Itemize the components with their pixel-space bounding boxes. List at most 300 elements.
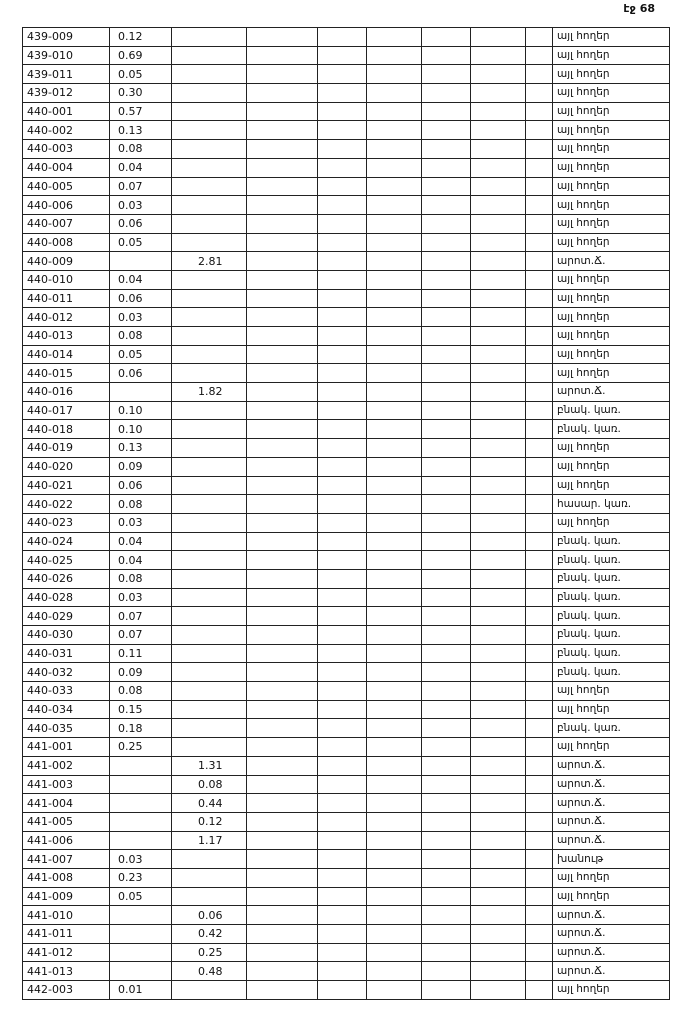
land-type-cell: բնակ. կառ. xyxy=(553,551,670,570)
empty-cell xyxy=(318,439,367,458)
empty-cell xyxy=(367,327,422,346)
parcel-code-cell: 441-007 xyxy=(23,850,110,869)
empty-cell xyxy=(318,158,367,177)
land-type-cell: արոտ.Ճ. xyxy=(553,756,670,775)
land-type-cell: բնակ. կառ. xyxy=(553,719,670,738)
empty-cell xyxy=(422,102,471,121)
parcel-code-cell: 440-018 xyxy=(23,420,110,439)
empty-cell xyxy=(471,831,526,850)
pasture-area-cell: 0.44 xyxy=(172,794,247,813)
empty-cell xyxy=(526,289,553,308)
parcel-code-cell: 440-016 xyxy=(23,383,110,402)
empty-cell xyxy=(526,738,553,757)
empty-cell xyxy=(367,158,422,177)
empty-cell xyxy=(367,84,422,103)
table-row xyxy=(23,644,670,663)
empty-cell xyxy=(367,196,422,215)
land-type-cell: այլ հողեր xyxy=(553,233,670,252)
empty-cell xyxy=(318,214,367,233)
empty-cell xyxy=(526,868,553,887)
empty-cell xyxy=(318,738,367,757)
pasture-area-cell xyxy=(172,270,247,289)
empty-cell xyxy=(247,158,318,177)
empty-cell xyxy=(471,401,526,420)
pasture-area-cell xyxy=(172,140,247,159)
parcel-code-cell: 440-034 xyxy=(23,700,110,719)
empty-cell xyxy=(471,551,526,570)
empty-cell xyxy=(526,233,553,252)
parcel-code-cell: 441-012 xyxy=(23,943,110,962)
empty-cell xyxy=(526,476,553,495)
area-cell xyxy=(110,831,172,850)
land-type-cell: այլ հողեր xyxy=(553,700,670,719)
empty-cell xyxy=(367,420,422,439)
empty-cell xyxy=(422,28,471,47)
pasture-area-cell xyxy=(172,65,247,84)
empty-cell xyxy=(422,644,471,663)
land-type-cell: այլ հողեր xyxy=(553,140,670,159)
land-type-cell: հասար. կառ. xyxy=(553,495,670,514)
empty-cell xyxy=(367,831,422,850)
land-type-cell: այլ հողեր xyxy=(553,214,670,233)
area-cell: 0.03 xyxy=(110,308,172,327)
area-cell: 0.12 xyxy=(110,28,172,47)
land-type-cell: այլ հողեր xyxy=(553,196,670,215)
empty-cell xyxy=(526,102,553,121)
land-type-cell: այլ հողեր xyxy=(553,308,670,327)
empty-cell xyxy=(471,887,526,906)
area-cell: 0.08 xyxy=(110,327,172,346)
empty-cell xyxy=(526,140,553,159)
empty-cell xyxy=(247,28,318,47)
pasture-area-cell: 2.81 xyxy=(172,252,247,271)
table-row xyxy=(23,457,670,476)
area-cell: 0.07 xyxy=(110,626,172,645)
land-type-cell: բնակ. կառ. xyxy=(553,401,670,420)
empty-cell xyxy=(526,626,553,645)
area-cell: 0.15 xyxy=(110,700,172,719)
pasture-area-cell xyxy=(172,214,247,233)
pasture-area-cell xyxy=(172,644,247,663)
parcel-code-cell: 441-008 xyxy=(23,868,110,887)
empty-cell xyxy=(367,140,422,159)
empty-cell xyxy=(471,196,526,215)
table-row xyxy=(23,196,670,215)
table-row xyxy=(23,327,670,346)
empty-cell xyxy=(247,383,318,402)
area-cell: 0.06 xyxy=(110,476,172,495)
empty-cell xyxy=(471,177,526,196)
parcel-code-cell: 442-003 xyxy=(23,981,110,1000)
empty-cell xyxy=(471,383,526,402)
area-cell: 0.06 xyxy=(110,214,172,233)
land-type-cell: այլ հողեր xyxy=(553,177,670,196)
area-cell: 0.05 xyxy=(110,887,172,906)
empty-cell xyxy=(422,700,471,719)
empty-cell xyxy=(367,925,422,944)
empty-cell xyxy=(367,551,422,570)
land-type-cell: արոտ.Ճ. xyxy=(553,812,670,831)
empty-cell xyxy=(367,383,422,402)
area-cell: 0.69 xyxy=(110,46,172,65)
area-cell: 0.11 xyxy=(110,644,172,663)
parcel-code-cell: 440-004 xyxy=(23,158,110,177)
empty-cell xyxy=(247,812,318,831)
empty-cell xyxy=(247,308,318,327)
area-cell: 0.10 xyxy=(110,420,172,439)
empty-cell xyxy=(367,794,422,813)
area-cell xyxy=(110,906,172,925)
parcel-code-cell: 440-001 xyxy=(23,102,110,121)
empty-cell xyxy=(422,327,471,346)
empty-cell xyxy=(318,831,367,850)
empty-cell xyxy=(526,794,553,813)
empty-cell xyxy=(247,252,318,271)
empty-cell xyxy=(526,962,553,981)
land-type-cell: այլ հողեր xyxy=(553,65,670,84)
page-number: էջ 68 xyxy=(623,2,655,15)
pasture-area-cell xyxy=(172,700,247,719)
table-row xyxy=(23,626,670,645)
empty-cell xyxy=(422,626,471,645)
empty-cell xyxy=(422,457,471,476)
empty-cell xyxy=(247,233,318,252)
area-cell: 0.03 xyxy=(110,850,172,869)
area-cell: 0.08 xyxy=(110,569,172,588)
table-row xyxy=(23,868,670,887)
empty-cell xyxy=(471,682,526,701)
parcel-code-cell: 440-009 xyxy=(23,252,110,271)
empty-cell xyxy=(471,289,526,308)
empty-cell xyxy=(526,65,553,84)
empty-cell xyxy=(247,719,318,738)
area-cell: 0.30 xyxy=(110,84,172,103)
parcel-code-cell: 440-015 xyxy=(23,364,110,383)
table-row xyxy=(23,569,670,588)
empty-cell xyxy=(367,981,422,1000)
empty-cell xyxy=(318,84,367,103)
empty-cell xyxy=(422,65,471,84)
area-cell: 0.04 xyxy=(110,270,172,289)
table-row xyxy=(23,775,670,794)
table-row xyxy=(23,420,670,439)
parcel-code-cell: 440-007 xyxy=(23,214,110,233)
area-cell: 0.06 xyxy=(110,364,172,383)
land-type-cell: արոտ.Ճ. xyxy=(553,962,670,981)
empty-cell xyxy=(247,65,318,84)
area-cell: 0.01 xyxy=(110,981,172,1000)
table-row xyxy=(23,364,670,383)
table-row xyxy=(23,700,670,719)
empty-cell xyxy=(367,513,422,532)
land-type-cell: այլ հողեր xyxy=(553,289,670,308)
empty-cell xyxy=(471,439,526,458)
land-type-cell: այլ հողեր xyxy=(553,270,670,289)
table-row xyxy=(23,794,670,813)
table-row xyxy=(23,102,670,121)
pasture-area-cell xyxy=(172,719,247,738)
empty-cell xyxy=(526,308,553,327)
empty-cell xyxy=(318,513,367,532)
empty-cell xyxy=(471,626,526,645)
land-type-cell: արոտ.Ճ. xyxy=(553,794,670,813)
empty-cell xyxy=(318,383,367,402)
empty-cell xyxy=(526,831,553,850)
empty-cell xyxy=(471,65,526,84)
empty-cell xyxy=(367,308,422,327)
empty-cell xyxy=(318,588,367,607)
area-cell: 0.04 xyxy=(110,551,172,570)
empty-cell xyxy=(422,868,471,887)
empty-cell xyxy=(247,551,318,570)
area-cell xyxy=(110,812,172,831)
pasture-area-cell xyxy=(172,121,247,140)
empty-cell xyxy=(318,196,367,215)
table-row xyxy=(23,812,670,831)
empty-cell xyxy=(422,364,471,383)
empty-cell xyxy=(422,233,471,252)
table-row xyxy=(23,233,670,252)
empty-cell xyxy=(526,158,553,177)
parcel-code-cell: 440-028 xyxy=(23,588,110,607)
empty-cell xyxy=(247,682,318,701)
table-row xyxy=(23,962,670,981)
table-body xyxy=(23,28,670,1000)
empty-cell xyxy=(318,102,367,121)
empty-cell xyxy=(318,644,367,663)
empty-cell xyxy=(247,476,318,495)
empty-cell xyxy=(471,252,526,271)
empty-cell xyxy=(367,401,422,420)
empty-cell xyxy=(422,252,471,271)
empty-cell xyxy=(247,364,318,383)
empty-cell xyxy=(367,812,422,831)
empty-cell xyxy=(471,868,526,887)
pasture-area-cell xyxy=(172,588,247,607)
empty-cell xyxy=(471,158,526,177)
parcel-code-cell: 441-001 xyxy=(23,738,110,757)
table-row xyxy=(23,214,670,233)
empty-cell xyxy=(471,962,526,981)
empty-cell xyxy=(247,345,318,364)
empty-cell xyxy=(247,981,318,1000)
pasture-area-cell xyxy=(172,513,247,532)
empty-cell xyxy=(318,327,367,346)
area-cell: 0.08 xyxy=(110,140,172,159)
land-type-cell: արոտ.Ճ. xyxy=(553,383,670,402)
empty-cell xyxy=(247,644,318,663)
empty-cell xyxy=(526,850,553,869)
pasture-area-cell xyxy=(172,607,247,626)
empty-cell xyxy=(367,289,422,308)
pasture-area-cell xyxy=(172,457,247,476)
area-cell: 0.08 xyxy=(110,682,172,701)
pasture-area-cell xyxy=(172,289,247,308)
empty-cell xyxy=(471,925,526,944)
empty-cell xyxy=(367,364,422,383)
pasture-area-cell: 1.17 xyxy=(172,831,247,850)
pasture-area-cell: 1.31 xyxy=(172,756,247,775)
empty-cell xyxy=(367,532,422,551)
land-type-cell: այլ հողեր xyxy=(553,457,670,476)
pasture-area-cell: 0.48 xyxy=(172,962,247,981)
area-cell: 0.13 xyxy=(110,121,172,140)
empty-cell xyxy=(318,270,367,289)
pasture-area-cell xyxy=(172,345,247,364)
empty-cell xyxy=(367,233,422,252)
empty-cell xyxy=(526,812,553,831)
table-row xyxy=(23,981,670,1000)
empty-cell xyxy=(318,663,367,682)
empty-cell xyxy=(367,495,422,514)
area-cell: 0.04 xyxy=(110,158,172,177)
area-cell: 0.25 xyxy=(110,738,172,757)
empty-cell xyxy=(422,177,471,196)
table-row xyxy=(23,46,670,65)
empty-cell xyxy=(471,140,526,159)
pasture-area-cell: 0.42 xyxy=(172,925,247,944)
empty-cell xyxy=(367,439,422,458)
empty-cell xyxy=(526,121,553,140)
parcel-code-cell: 441-005 xyxy=(23,812,110,831)
parcel-code-cell: 441-011 xyxy=(23,925,110,944)
empty-cell xyxy=(471,457,526,476)
area-cell xyxy=(110,943,172,962)
empty-cell xyxy=(422,794,471,813)
empty-cell xyxy=(526,177,553,196)
empty-cell xyxy=(422,270,471,289)
area-cell: 0.03 xyxy=(110,196,172,215)
empty-cell xyxy=(318,121,367,140)
empty-cell xyxy=(471,607,526,626)
empty-cell xyxy=(247,420,318,439)
empty-cell xyxy=(422,140,471,159)
empty-cell xyxy=(367,719,422,738)
empty-cell xyxy=(367,663,422,682)
empty-cell xyxy=(526,270,553,289)
table-row xyxy=(23,65,670,84)
empty-cell xyxy=(247,626,318,645)
empty-cell xyxy=(526,756,553,775)
empty-cell xyxy=(471,28,526,47)
empty-cell xyxy=(247,532,318,551)
empty-cell xyxy=(318,177,367,196)
pasture-area-cell xyxy=(172,682,247,701)
empty-cell xyxy=(422,84,471,103)
empty-cell xyxy=(422,887,471,906)
empty-cell xyxy=(526,532,553,551)
empty-cell xyxy=(526,513,553,532)
empty-cell xyxy=(526,28,553,47)
pasture-area-cell xyxy=(172,887,247,906)
empty-cell xyxy=(526,981,553,1000)
empty-cell xyxy=(422,906,471,925)
table-row xyxy=(23,308,670,327)
area-cell xyxy=(110,252,172,271)
pasture-area-cell xyxy=(172,569,247,588)
empty-cell xyxy=(471,756,526,775)
pasture-area-cell xyxy=(172,308,247,327)
land-type-cell: այլ հողեր xyxy=(553,887,670,906)
parcel-code-cell: 439-010 xyxy=(23,46,110,65)
empty-cell xyxy=(367,607,422,626)
parcel-code-cell: 440-021 xyxy=(23,476,110,495)
table-row xyxy=(23,495,670,514)
pasture-area-cell xyxy=(172,626,247,645)
empty-cell xyxy=(422,663,471,682)
empty-cell xyxy=(422,812,471,831)
land-type-cell: խանութ xyxy=(553,850,670,869)
parcel-code-cell: 441-002 xyxy=(23,756,110,775)
empty-cell xyxy=(247,925,318,944)
parcel-code-cell: 440-024 xyxy=(23,532,110,551)
empty-cell xyxy=(471,663,526,682)
empty-cell xyxy=(247,569,318,588)
parcel-code-cell: 440-025 xyxy=(23,551,110,570)
empty-cell xyxy=(318,719,367,738)
area-cell: 0.23 xyxy=(110,868,172,887)
empty-cell xyxy=(247,457,318,476)
empty-cell xyxy=(471,719,526,738)
empty-cell xyxy=(247,756,318,775)
empty-cell xyxy=(318,962,367,981)
empty-cell xyxy=(471,46,526,65)
parcel-code-cell: 440-019 xyxy=(23,439,110,458)
table-row xyxy=(23,158,670,177)
empty-cell xyxy=(471,532,526,551)
empty-cell xyxy=(526,569,553,588)
parcel-code-cell: 441-003 xyxy=(23,775,110,794)
empty-cell xyxy=(318,569,367,588)
empty-cell xyxy=(318,868,367,887)
empty-cell xyxy=(367,644,422,663)
parcel-code-cell: 440-013 xyxy=(23,327,110,346)
empty-cell xyxy=(422,495,471,514)
empty-cell xyxy=(422,46,471,65)
parcel-code-cell: 440-020 xyxy=(23,457,110,476)
land-type-cell: արոտ.Ճ. xyxy=(553,943,670,962)
empty-cell xyxy=(247,850,318,869)
empty-cell xyxy=(471,270,526,289)
empty-cell xyxy=(367,252,422,271)
empty-cell xyxy=(247,121,318,140)
empty-cell xyxy=(471,775,526,794)
empty-cell xyxy=(471,214,526,233)
table-row xyxy=(23,850,670,869)
area-cell xyxy=(110,756,172,775)
empty-cell xyxy=(526,906,553,925)
empty-cell xyxy=(422,289,471,308)
empty-cell xyxy=(367,682,422,701)
parcel-code-cell: 440-002 xyxy=(23,121,110,140)
parcel-code-cell: 440-035 xyxy=(23,719,110,738)
empty-cell xyxy=(318,775,367,794)
empty-cell xyxy=(526,214,553,233)
empty-cell xyxy=(318,308,367,327)
empty-cell xyxy=(422,476,471,495)
land-type-cell: այլ հողեր xyxy=(553,364,670,383)
land-type-cell: այլ հողեր xyxy=(553,84,670,103)
empty-cell xyxy=(318,289,367,308)
empty-cell xyxy=(318,420,367,439)
parcel-code-cell: 440-031 xyxy=(23,644,110,663)
empty-cell xyxy=(367,868,422,887)
empty-cell xyxy=(422,308,471,327)
land-type-cell: այլ հողեր xyxy=(553,476,670,495)
land-type-cell: այլ հողեր xyxy=(553,345,670,364)
empty-cell xyxy=(526,775,553,794)
empty-cell xyxy=(471,495,526,514)
